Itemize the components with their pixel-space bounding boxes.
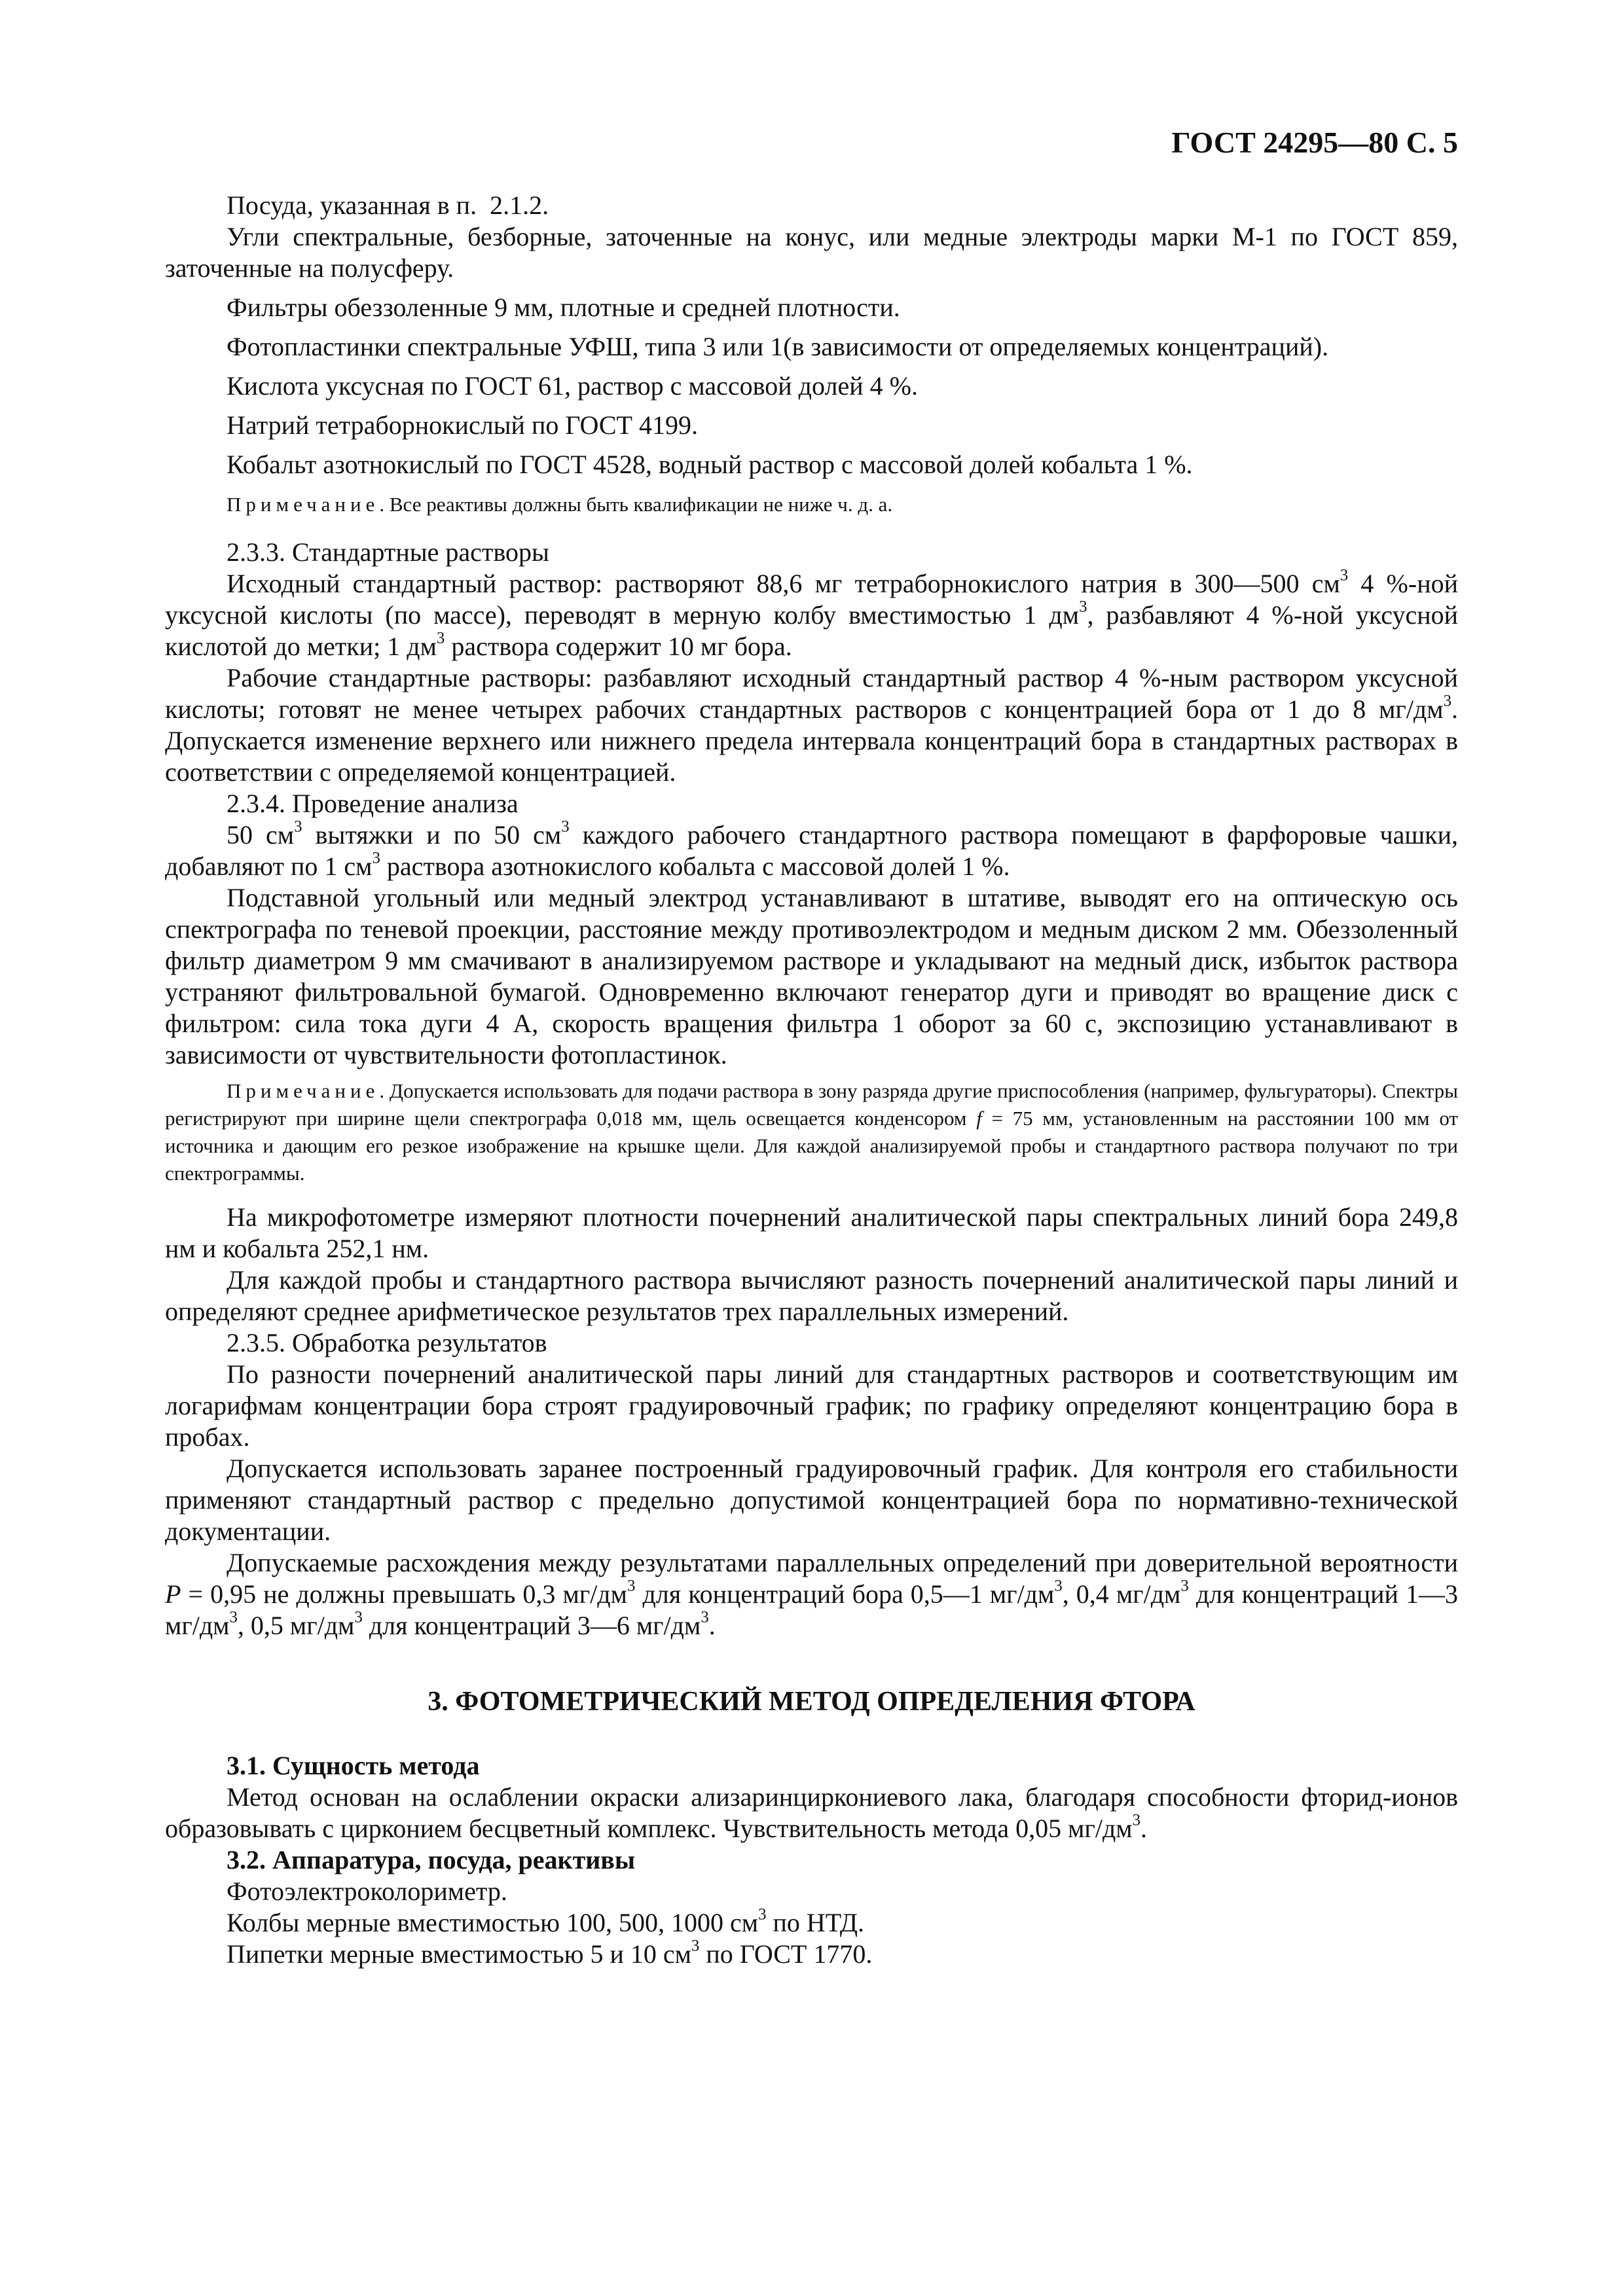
paragraph: Фотоэлектроколориметр. bbox=[227, 1876, 507, 1906]
subsection-heading: 2.3.4. Проведение анализа bbox=[227, 789, 519, 818]
note: Примечание. Все реактивы должны быть квалификации не ниже ч. д. а. bbox=[227, 493, 893, 516]
paragraph: Фотопластинки спектральные УФШ, типа 3 или 1(в зависимости от определяемых концентраций). bbox=[227, 332, 1329, 361]
paragraph: Исходный стандартный раствор: растворяют 88,6 мг тетраборнокислого натрия в 300—500 $см^3$ 4 %-ной уксусной кислоты (по массе), переводят в мерную колбу вместимостью 1 $дм^3$, разбавляют 4 %-ной уксусной кислотой до метки; 1 $дм^3$ раствора содержит 10 мг бора. bbox=[165, 566, 1459, 661]
note: Примечание. Допускается использовать для подачи раствора в зону разряда другие приспособления (например, фульгураторы). Спектры регистрируют при ширине щели спектрографа 0,018 мм, щель освещается конденсором f = 75 мм, установленным на расстоянии 100 мм от источника и дающим его резкое изображение на крышке щели. Для каждой анализируемой пробы и стандартного раствора получают по три спектрограммы. bbox=[165, 1079, 1458, 1185]
page-header: ГОСТ 24295—80 С. 5 bbox=[1171, 126, 1458, 159]
paragraph: По разности почернений аналитической пары линий для стандартных растворов и соответствующим им логарифмам концентрации бора строят градуировочный график; по графику определяют концентрацию бора в пробах. bbox=[165, 1359, 1458, 1452]
paragraph: Кобальт азотнокислый по ГОСТ 4528, водный раствор с массовой долей кобальта 1 %. bbox=[227, 450, 1193, 479]
paragraph: Натрий тетраборнокислый по ГОСТ 4199. bbox=[227, 410, 698, 440]
paragraph: Колбы мерные вместимостью 100, 500, 1000 $см^3$ по НТД. bbox=[227, 1905, 864, 1937]
paragraph: Допускается использовать заранее построенный градуировочный график. Для контроля его стабильности применяют стандартный раствор с предельно допустимой концентрацией бора по нормативно-технической документации. bbox=[165, 1454, 1458, 1546]
paragraph: Угли спектральные, безборные, заточенные на конус, или медные электроды марки М-1 по ГОСТ 859, заточенные на полусферу. bbox=[165, 222, 1458, 283]
paragraph: Фильтры обеззоленные 9 мм, плотные и средней плотности. bbox=[227, 293, 900, 322]
paragraph: Для каждой пробы и стандартного раствора вычисляют разность почернений аналитической пары линий и определяют среднее арифметическое результатов трех параллельных измерений. bbox=[165, 1265, 1458, 1326]
paragraph: Допускаемые расхождения между результатами параллельных определений при доверительной вероятности P = 0,95 не должны превышать 0,3 $мг/дм^3$ для концентраций бора 0,5—1 $мг/дм^3$, 0,4 $мг/дм^3$ для концентраций 1—3 $мг/дм^3$, 0,5 $мг/дм^3$ для концентраций 3—6 $мг/дм^3$. bbox=[165, 1548, 1458, 1640]
subsection-heading: 2.3.3. Стандартные растворы bbox=[227, 537, 549, 567]
subsection-heading: 2.3.5. Обработка результатов bbox=[227, 1328, 547, 1357]
paragraph: Пипетки мерные вместимостью 5 и 10 $см^3$ по ГОСТ 1770. bbox=[227, 1937, 873, 1969]
paragraph: 50 $см^3$ вытяжки и по 50 $см^3$ каждого рабочего стандартного раствора помещают в фарфоровые чашки, добавляют по 1 $см^3$ раствора азотнокислого кобальта с массовой долей 1 %. bbox=[165, 817, 1458, 881]
subsection-heading: 3.2. Аппаратура, посуда, реактивы bbox=[227, 1845, 636, 1874]
subsection-heading: 3.1. Сущность метода bbox=[227, 1751, 480, 1780]
paragraph: Подставной угольный или медный электрод устанавливают в штативе, выводят его на оптическую ось спектрографа по теневой проекции, расстояние между противоэлектродом и медным диском 2 мм. Обеззоленный фильтр диаметром 9 мм смачивают в анализируемом растворе и укладывают на медный диск, избыток раствора устраняют фильтровальной бумагой. Одновременно включают генератор дуги и приводят во вращение диск с фильтром: сила тока дуги 4 А, скорость вращения фильтра 1 оборот за 60 с, экспозицию устанавливают в зависимости от чувствительности фотопластинок. bbox=[165, 883, 1458, 1069]
paragraph: Кислота уксусная по ГОСТ 61, раствор с массовой долей 4 %. bbox=[227, 371, 918, 401]
paragraph: На микрофотометре измеряют плотности почернений аналитической пары спектральных линий бора 249,8 нм и кобальта 252,1 нм. bbox=[165, 1202, 1458, 1263]
paragraph: Посуда, указанная в п. 2.1.2. bbox=[227, 190, 549, 220]
paragraph: Рабочие стандартные растворы: разбавляют исходный стандартный раствор 4 %-ным раствором уксусной кислоты; готовят не менее четырех рабочих стандартных растворов с концентрацией бора от 1 до 8 $мг/дм^3$. Допускается изменение верхнего или нижнего предела интервала концентраций бора в стандартных растворах в соответствии с определяемой концентрацией. bbox=[165, 663, 1458, 787]
section-title: 3. ФОТОМЕТРИЧЕСКИЙ МЕТОД ОПРЕДЕЛЕНИЯ ФТОРА bbox=[428, 1687, 1195, 1717]
document-body bbox=[165, 190, 1458, 1970]
paragraph: Метод основан на ослаблении окраски ализаринциркониевого лака, благодаря способности фторид-ионов образовывать с цирконием бесцветный комплекс. Чувствительность метода 0,05 $мг/дм^3$. bbox=[165, 1782, 1458, 1843]
